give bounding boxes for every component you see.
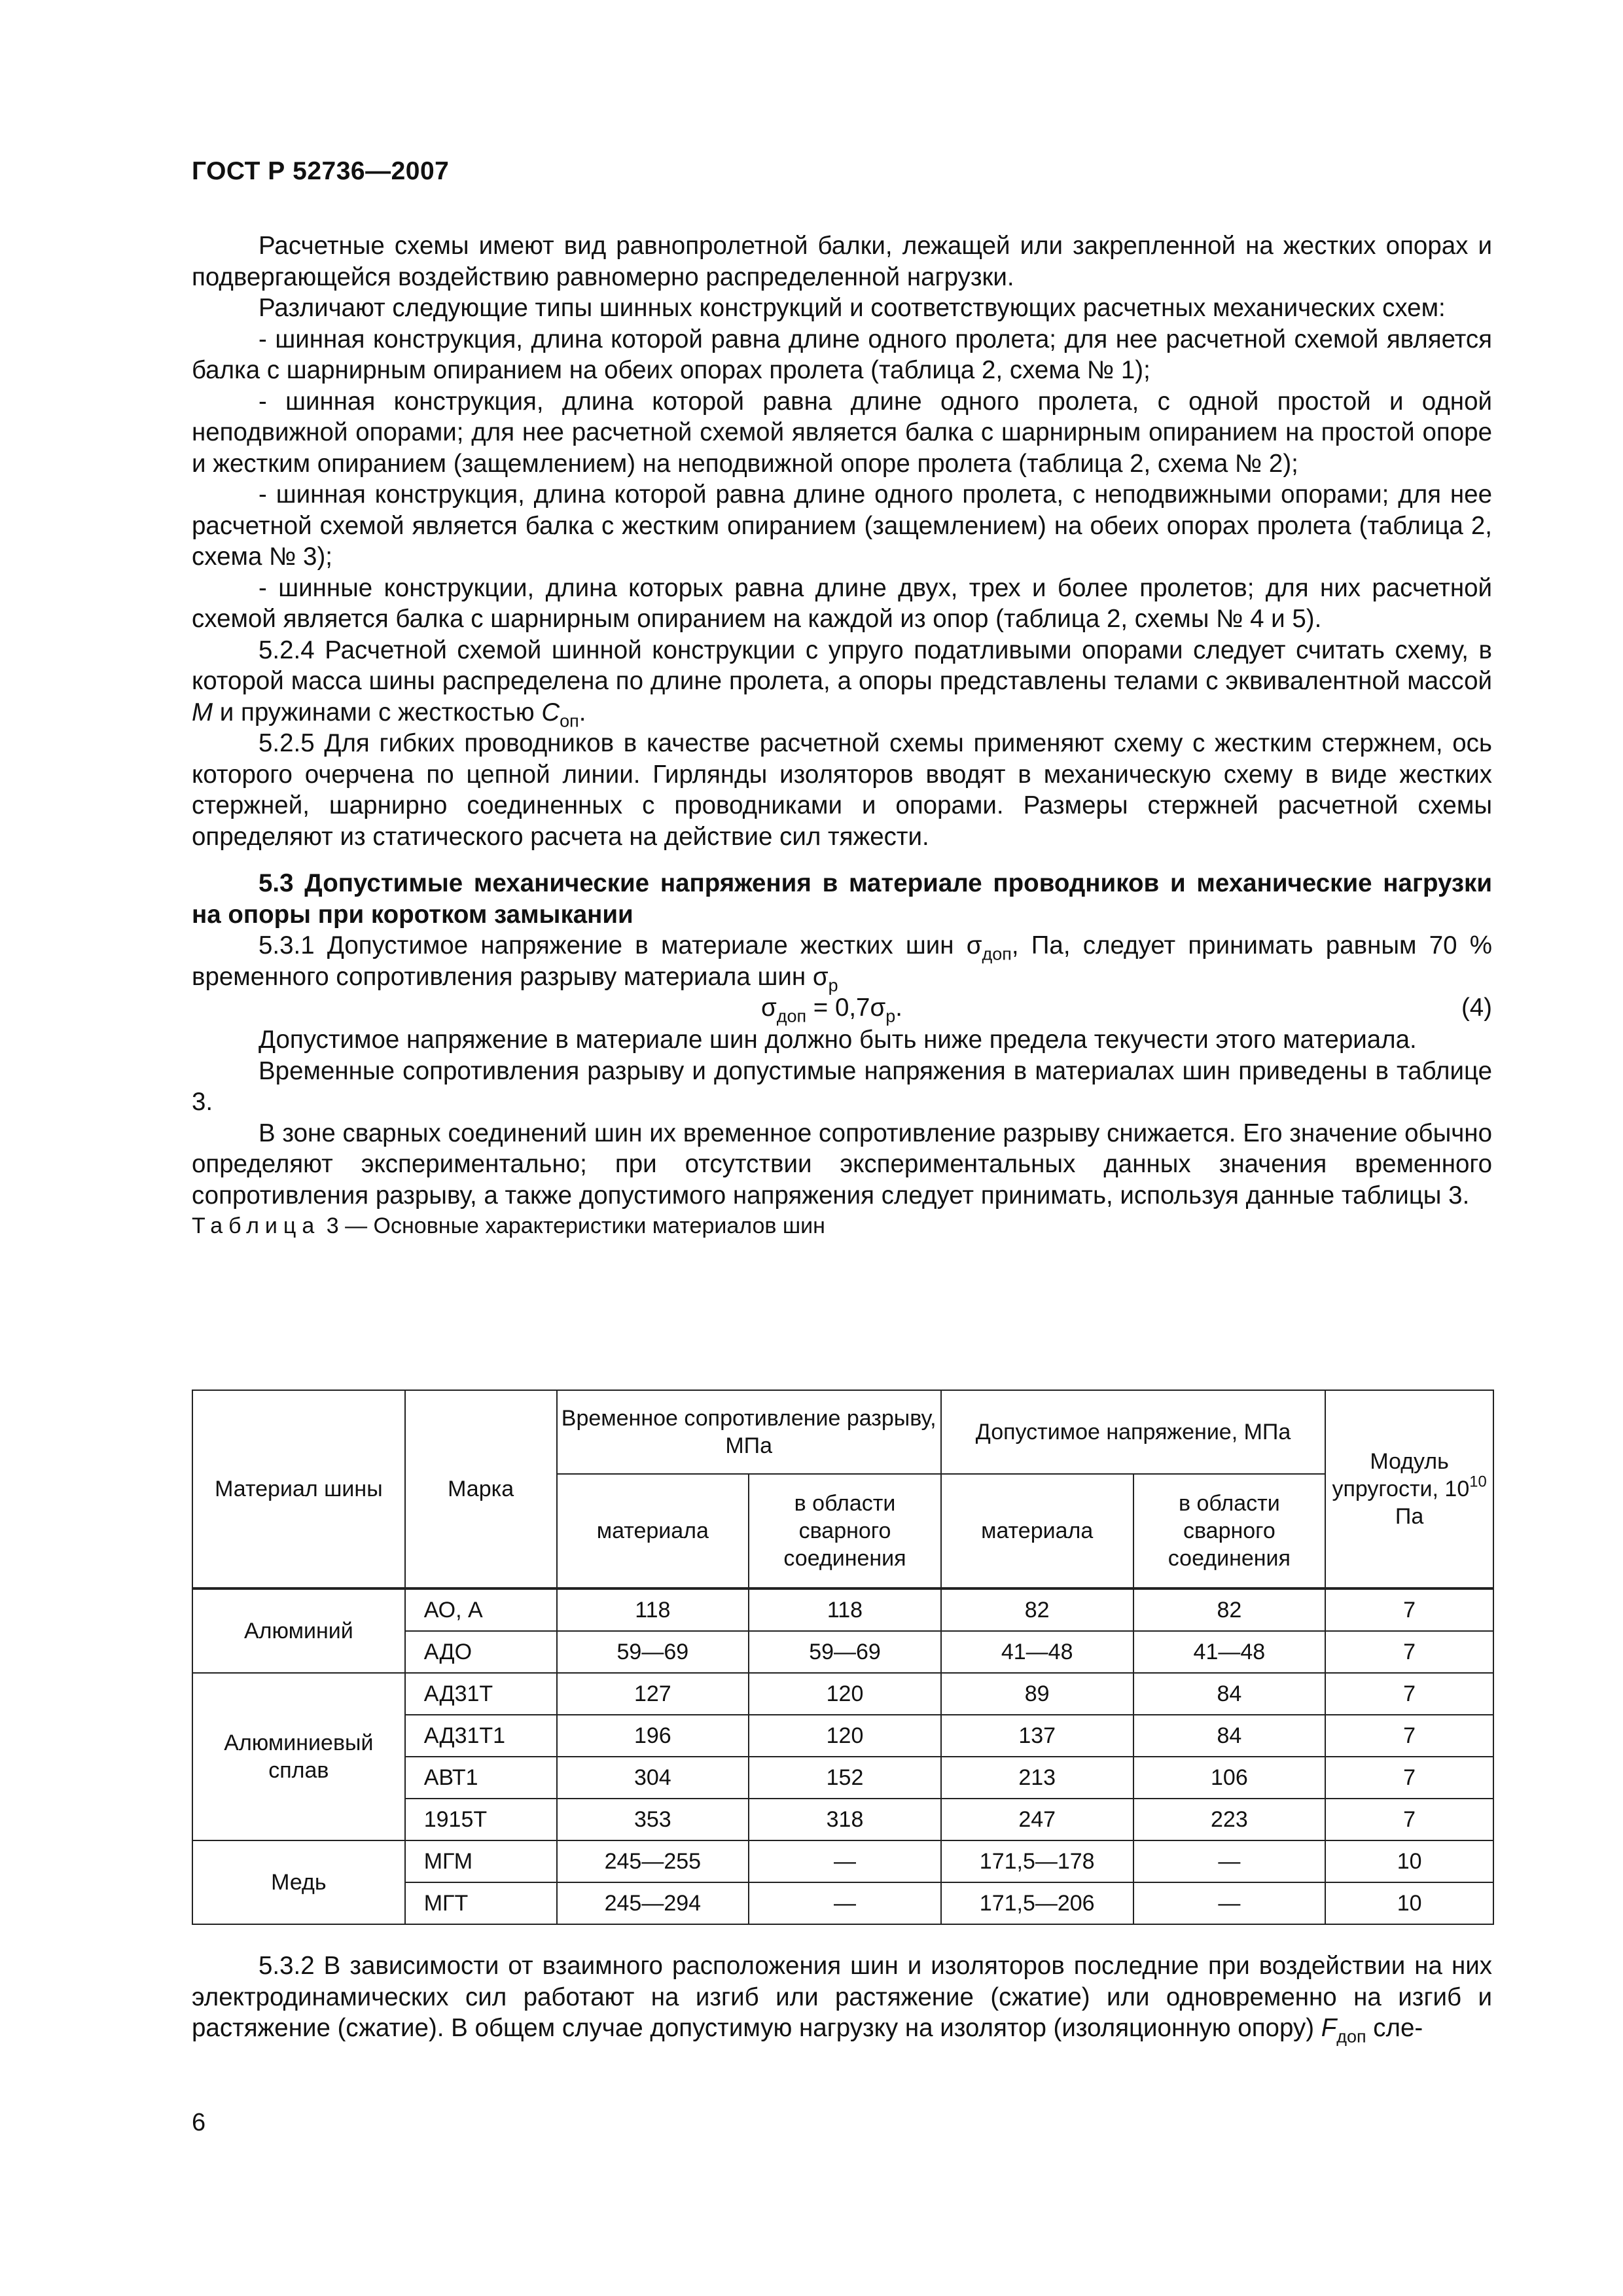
material-group-cell: Алюминиевый сплав <box>192 1673 405 1840</box>
value-cell: 10 <box>1325 1882 1493 1924</box>
list-item: - шинная конструкция, длина которой равна длине одного пролета; для нее расчетной схемой является балка с шарнирным опиранием на обеих опорах пролета (таблица 2, схема № 1); <box>192 325 1492 384</box>
grade-cell: МГТ <box>405 1882 557 1924</box>
value-cell: 59—69 <box>749 1631 941 1673</box>
value-cell: 84 <box>1133 1715 1326 1757</box>
paragraph: Временные сопротивления разрыву и допустимые напряжения в материалах шин приведены в таблице 3. <box>192 1056 1492 1116</box>
paragraph-5-3-1: 5.3.1 Допустимое напряжение в материале жестких шин $\sigma_{доп}$, Па, следует принимать равным 70 % временного сопротивления разрыву материала шин $\sigma_р$ <box>192 931 1492 995</box>
value-cell: 7 <box>1325 1588 1493 1631</box>
value-cell: 318 <box>749 1799 941 1840</box>
value-cell: 171,5—206 <box>941 1882 1133 1924</box>
table-caption: Таблица 3 — Основные характеристики материалов шин <box>192 1213 825 1238</box>
paragraph: Допустимое напряжение в материале шин должно быть ниже предела текучести этого материала. <box>259 1026 1417 1054</box>
formula-number: (4) <box>1461 994 1492 1022</box>
value-cell: 7 <box>1325 1631 1493 1673</box>
page-number: 6 <box>192 2109 206 2136</box>
document-header: ГОСТ Р 52736—2007 <box>192 157 450 185</box>
value-cell: 245—294 <box>557 1882 749 1924</box>
paragraph: В зоне сварных соединений шин их временное сопротивление разрыву снижается. Его значение обычно определяют экспериментально; при отсутствии экспериментальных данных значения временного сопротивления разрыву, а также допустимого напряжения следует принимать, используя данные таблицы 3. <box>192 1119 1492 1210</box>
table-row <box>192 1588 1493 1631</box>
value-cell: 247 <box>941 1799 1133 1840</box>
subheader-weld: в области сварного соединения <box>749 1474 941 1588</box>
value-cell: 82 <box>1133 1588 1326 1631</box>
list-item: - шинная конструкция, длина которой равна длине одного пролета, с одной простой и одной неподвижной опорами; для нее расчетной схемой является балка с шарнирным опиранием на простой опоре и жестким опиранием (защемлением) на неподвижной опоре пролета (таблица 2, схема № 2); <box>192 387 1492 478</box>
grade-cell: 1915Т <box>405 1799 557 1840</box>
list-item: - шинная конструкция, длина которой равна длине одного пролета, с неподвижными опорами; для нее расчетной схемой является балка с жестким опиранием (защемлением) на обеих опорах пролета (таблица 2, схема № 3); <box>192 480 1492 571</box>
value-cell: 127 <box>557 1673 749 1715</box>
list-item: - шинные конструкции, длина которых равна длине двух, трех и более пролетов; для них расчетной схемой является балка с шарнирным опиранием на каждой из опор (таблица 2, схемы № 4 и 5). <box>192 573 1492 633</box>
value-cell: 7 <box>1325 1715 1493 1757</box>
grade-cell: АД31Т1 <box>405 1715 557 1757</box>
materials-table <box>192 1390 1494 1925</box>
table-row <box>192 1673 1493 1715</box>
subheader-material: материала <box>557 1474 749 1588</box>
material-group-cell: Медь <box>192 1840 405 1924</box>
subheader-material: материала <box>941 1474 1133 1588</box>
value-cell: 82 <box>941 1588 1133 1631</box>
value-cell: 118 <box>749 1588 941 1631</box>
paragraph-5-3-2: 5.3.2 В зависимости от взаимного расположения шин и изоляторов последние при воздействии на них электродинамических сил работают на изгиб или растяжение (сжатие) или одновременно на изгиб и растяжение (сжатие). В общем случае допустимую нагрузку на изолятор (изоляционную опору) $F_{доп}$ сле- <box>192 1952 1492 2047</box>
value-cell: 7 <box>1325 1799 1493 1840</box>
subheader-weld: в области сварного соединения <box>1133 1474 1326 1588</box>
value-cell: 10 <box>1325 1840 1493 1882</box>
header-strength: Временное сопротивление разрыву, МПа <box>557 1390 941 1474</box>
formula-4 <box>192 992 1492 1024</box>
value-cell: 89 <box>941 1673 1133 1715</box>
paragraph-5-2-4: 5.2.4 Расчетной схемой шинной конструкции с упруго податливыми опорами следует считать схему, в которой масса шины распределена по длине пролета, а опоры представлены телами с эквивалентной массой M и пружинами с жесткостью $C_{оп}$. <box>192 636 1492 730</box>
value-cell: 213 <box>941 1757 1133 1799</box>
tail-text <box>192 1950 1492 2047</box>
value-cell: 120 <box>749 1673 941 1715</box>
header-modulus: Модуль упругости, $10^{10}$ Па <box>1325 1390 1493 1588</box>
value-cell: 84 <box>1133 1673 1326 1715</box>
value-cell: 137 <box>941 1715 1133 1757</box>
grade-cell: АДО <box>405 1631 557 1673</box>
grade-cell: АО, А <box>405 1588 557 1631</box>
value-cell: 59—69 <box>557 1631 749 1673</box>
value-cell: 353 <box>557 1799 749 1840</box>
value-cell: 7 <box>1325 1673 1493 1715</box>
value-cell: — <box>749 1882 941 1924</box>
value-cell: 41—48 <box>941 1631 1133 1673</box>
value-cell: 152 <box>749 1757 941 1799</box>
value-cell: 245—255 <box>557 1840 749 1882</box>
header-material: Материал шины <box>192 1390 405 1588</box>
paragraph: Различают следующие типы шинных конструкций и соответствующих расчетных механических схем: <box>259 294 1446 322</box>
grade-cell: АД31Т <box>405 1673 557 1715</box>
paragraph: Расчетные схемы имеют вид равнопролетной балки, лежащей или закрепленной на жестких опорах и подвергающейся воздействию равномерно распределенной нагрузки. <box>192 232 1492 291</box>
value-cell: 106 <box>1133 1757 1326 1799</box>
paragraph-5-2-5: 5.2.5 Для гибких проводников в качестве расчетной схемы применяют схему с жестким стержнем, ось которого очерчена по цепной линии. Гирлянды изоляторов вводят в механическую схему в виде жестких стержней, шарнирно соединенных с проводниками и опорами. Размеры стержней расчетной схемы определяют из статического расчета на действие сил тяжести. <box>192 729 1492 851</box>
value-cell: — <box>749 1840 941 1882</box>
grade-cell: МГМ <box>405 1840 557 1882</box>
value-cell: — <box>1133 1882 1326 1924</box>
material-group-cell: Алюминий <box>192 1588 405 1673</box>
grade-cell: АВТ1 <box>405 1757 557 1799</box>
value-cell: 118 <box>557 1588 749 1631</box>
value-cell: 120 <box>749 1715 941 1757</box>
value-cell: 196 <box>557 1715 749 1757</box>
value-cell: — <box>1133 1840 1326 1882</box>
value-cell: 41—48 <box>1133 1631 1326 1673</box>
value-cell: 304 <box>557 1757 749 1799</box>
section-heading-5-3: 5.3 Допустимые механические напряжения в материале проводников и механические нагрузки на опоры при коротком замыкании <box>192 869 1492 929</box>
value-cell: 223 <box>1133 1799 1326 1840</box>
body-text <box>192 230 1492 1242</box>
table-row <box>192 1840 1493 1882</box>
header-grade: Марка <box>405 1390 557 1588</box>
value-cell: 7 <box>1325 1757 1493 1799</box>
formula-expression: $\sigma_{доп} = 0,7\sigma_р$. <box>761 994 902 1026</box>
value-cell: 171,5—178 <box>941 1840 1133 1882</box>
header-allowed-stress: Допустимое напряжение, МПа <box>941 1390 1325 1474</box>
